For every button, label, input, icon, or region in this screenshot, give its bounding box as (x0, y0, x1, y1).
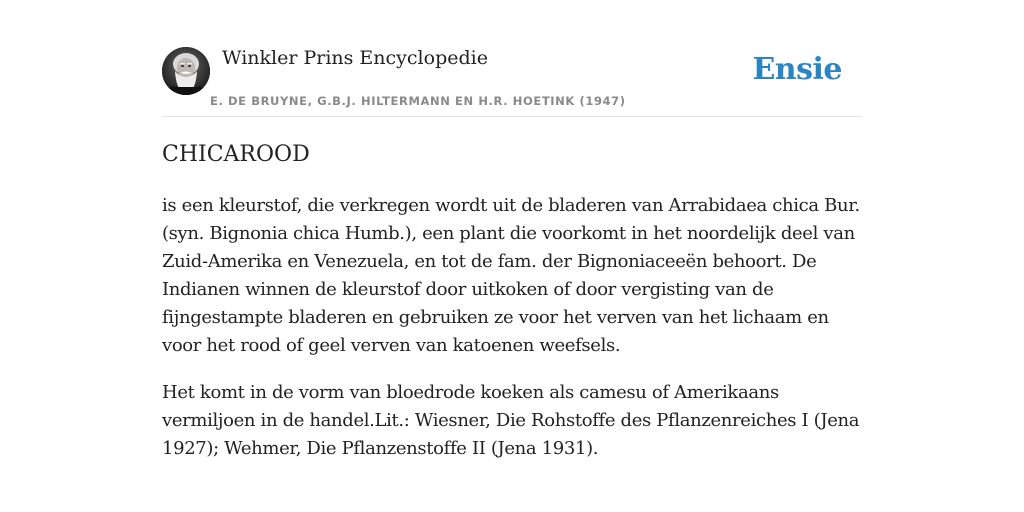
ensie-logo-link[interactable]: Ensie (752, 52, 842, 87)
bearded-man-portrait-icon (162, 47, 210, 95)
authors-line: E. DE BRUYNE, G.B.J. HILTERMANN EN H.R. HOETINK (1947) (210, 94, 626, 108)
source-title[interactable]: Winkler Prins Encyclopedie (222, 47, 488, 69)
entry-body (162, 192, 862, 482)
entry-paragraph: Het komt in de vorm van bloedrode koeken als camesu of Amerikaans vermiljoen in de handel.Lit.: Wiesner, Die Rohstoffe des Pflanzenreiches I (Jena 1927); Wehmer, Die Pflanzenstoffe II (Jena 1931). (162, 382, 860, 459)
entry-title: CHICAROOD (162, 142, 310, 167)
entry-paragraph: is een kleurstof, die verkregen wordt uit de bladeren van Arrabidaea chica Bur. (syn. Bignonia chica Humb.), een plant die voorkomt in het noordelijk deel van Zuid-Amerika en Venezuela, en tot de fam. der Bignoniaceeën behoort. De Indianen winnen de kleurstof door uitkoken of door vergisting van de fijngestampte bladeren en gebruiken ze voor het verven van het lichaam en voor het rood of geel verven van katoenen weefsels. (162, 195, 860, 356)
source-header (162, 44, 862, 117)
